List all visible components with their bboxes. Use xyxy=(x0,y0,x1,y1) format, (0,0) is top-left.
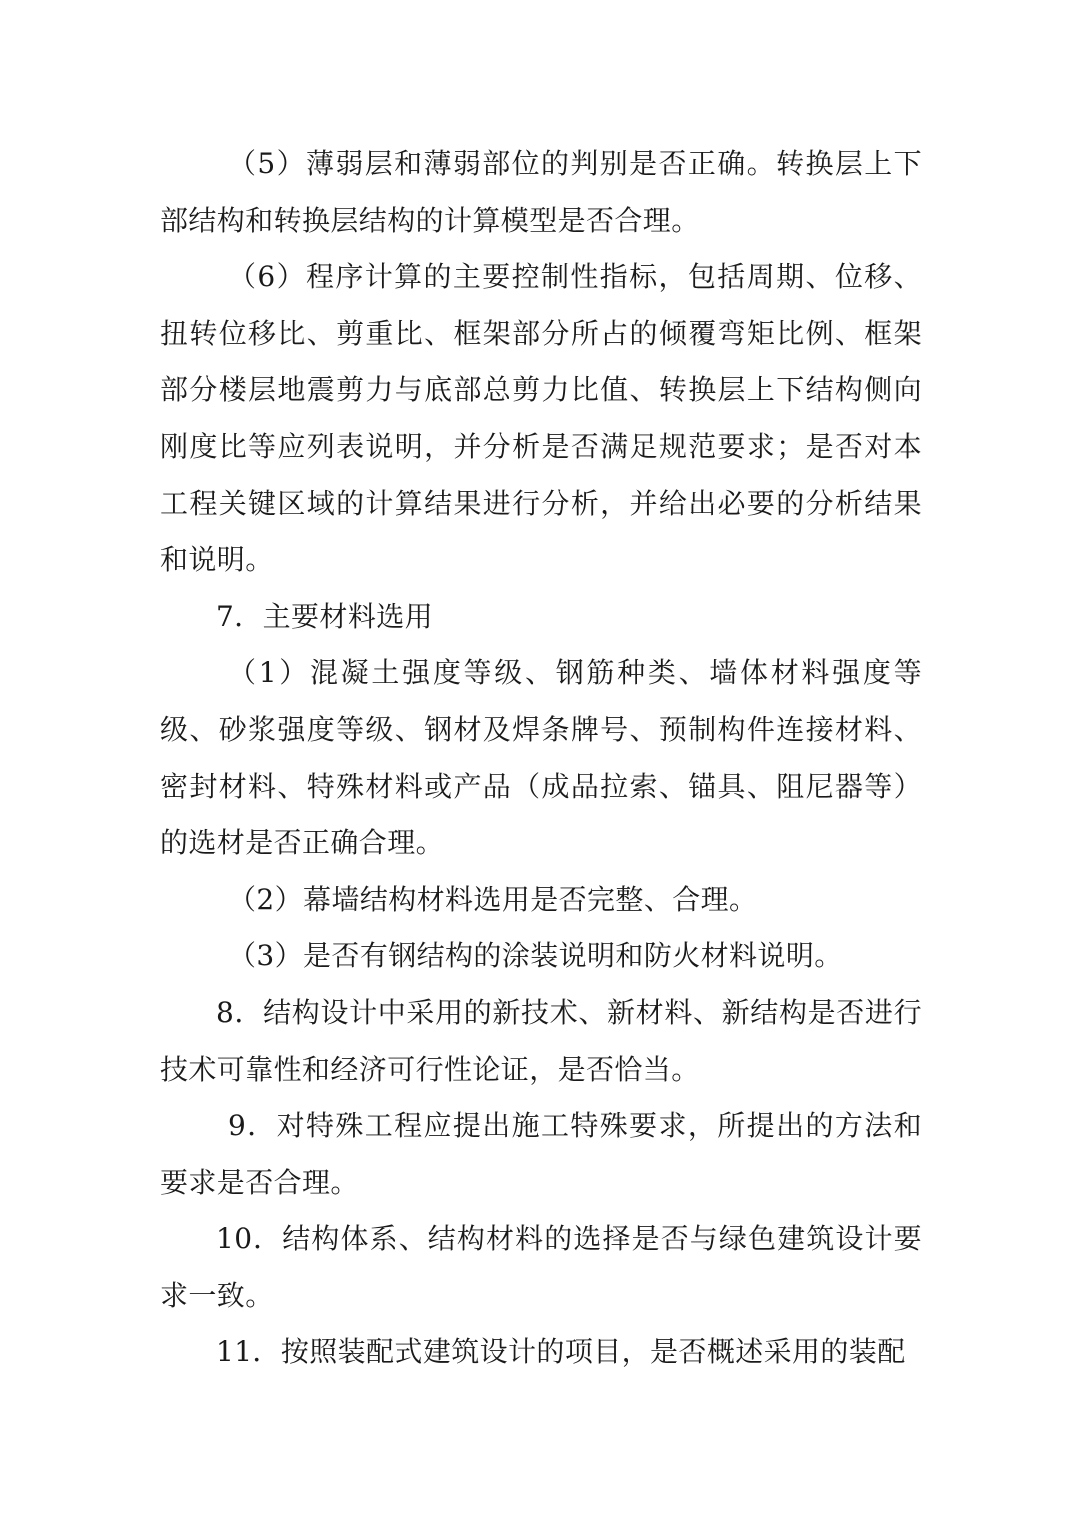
paragraph-item-10: 10．结构体系、结构材料的选择是否与绿色建筑设计要求一致。 xyxy=(160,1222,922,1312)
paragraph-item-7-3: （3）是否有钢结构的涂装说明和防火材料说明。 xyxy=(228,939,843,973)
document-body xyxy=(160,136,922,1381)
paragraph-item-11: 11．按照装配式建筑设计的项目，是否概述采用的装配 xyxy=(216,1335,906,1369)
paragraph-item-6: （6）程序计算的主要控制性指标，包括周期、位移、扭转位移比、剪重比、框架部分所占的倾覆弯矩比例、框架部分楼层地震剪力与底部总剪力比值、转换层上下结构侧向刚度比等应列表说明，并分析是否满足规范要求；是否对本工程关键区域的计算结果进行分析，并给出必要的分析结果和说明。 xyxy=(160,260,922,577)
section-heading-7: 7．主要材料选用 xyxy=(216,599,434,633)
paragraph-item-7-2: （2）幕墙结构材料选用是否完整、合理。 xyxy=(228,882,758,916)
paragraph-item-5: （5）薄弱层和薄弱部位的判别是否正确。转换层上下部结构和转换层结构的计算模型是否合理。 xyxy=(160,147,922,237)
paragraph-item-8: 8．结构设计中采用的新技术、新材料、新结构是否进行技术可靠性和经济可行性论证，是否恰当。 xyxy=(160,995,922,1086)
paragraph-item-9: 9．对特殊工程应提出施工特殊要求，所提出的方法和要求是否合理。 xyxy=(160,1109,922,1199)
paragraph-item-7-1: （1）混凝土强度等级、钢筋种类、墙体材料强度等级、砂浆强度等级、钢材及焊条牌号、预制构件连接材料、密封材料、特殊材料或产品（成品拉索、锚具、阻尼器等）的选材是否正确合理。 xyxy=(160,656,922,860)
